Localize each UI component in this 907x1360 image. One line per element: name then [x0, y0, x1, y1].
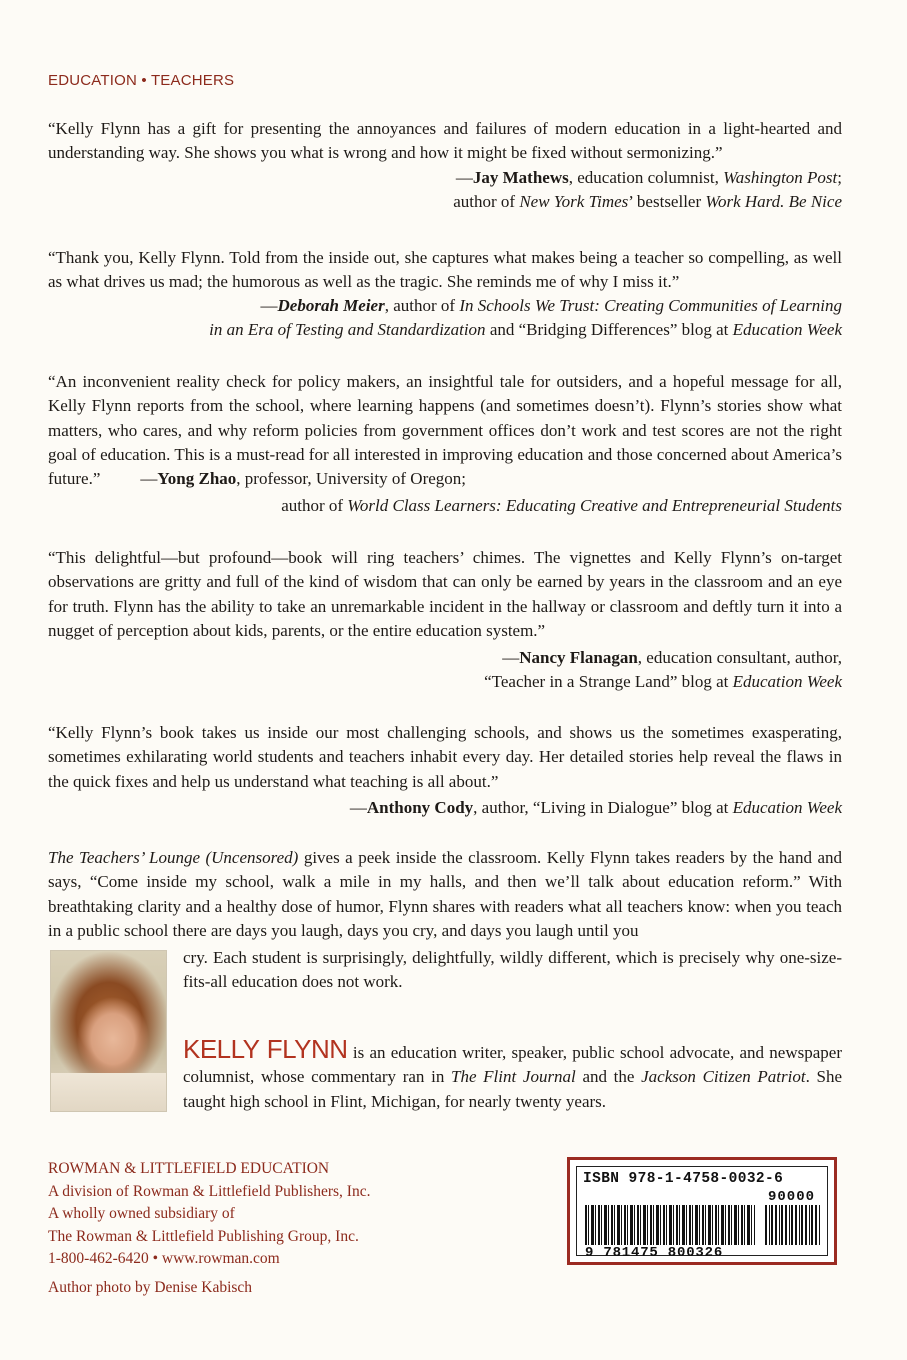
quote-2-attribution: —Deborah Meier, author of In Schools We Trust: Creating Communities of Learning in an Era of Testing and Standardization and “Bridging Differences” blog at Education Week — [209, 296, 842, 340]
publisher-line: The Rowman & Littlefield Publishing Group, Inc. — [48, 1227, 359, 1245]
publisher-block — [48, 1158, 468, 1271]
isbn-label: ISBN 978-1-4758-0032-6 — [583, 1171, 784, 1187]
quote-4-text: “This delightful—but profound—book will ring teachers’ chimes. The vignettes and Kelly Flynn’s on-target observations are gritty and full of the kind of wisdom that can only be earned by years in the classroom and an eye for truth. Flynn has the ability to take an unremarkable incident in the hallway or classroom and deftly turn it into a nugget of perception about kids, parents, or the entire education system.” — [48, 548, 842, 640]
price-code: 90000 — [767, 1189, 815, 1205]
quote-1-text: “Kelly Flynn has a gift for presenting the annoyances and failures of modern education in a light-hearted and understanding way. She shows you what is wrong and how it might be fixed without sermonizing.” — [48, 119, 842, 163]
publisher-line: ROWMAN & LITTLEFIELD EDUCATION — [48, 1160, 330, 1177]
barcode-main — [585, 1205, 755, 1245]
author-name: KELLY FLYNN — [183, 1034, 348, 1064]
quote-3-attribution: author of World Class Learners: Educating Creative and Entrepreneurial Students — [281, 496, 842, 515]
quote-1-attribution: —Jay Mathews, education columnist, Washington Post; author of New York Times’ bestseller Work Hard. Be Nice — [453, 168, 842, 212]
isbn-barcode-box — [567, 1157, 837, 1265]
quote-3-text: “An inconvenient reality check for policy makers, an insightful tale for outsiders, and a hopeful message for all, Kelly Flynn reports from the school, where learning happens (and sometimes doesn’t). Flynn’s stories show what matters, who cares, and why reform policies from government offices don’t work and test scores are not the right goal of education. This is a must-read for all interested in improving education and those concerned about America’s future.” —Yong Zhao, professor, University of Oregon; — [48, 372, 842, 489]
author-photo — [50, 950, 167, 1112]
quote-2-text: “Thank you, Kelly Flynn. Told from the inside out, she captures what makes being a teacher so compelling, as well as what drives us mad; the humorous as well as the tragic. She reminds me of why I miss it.” — [48, 248, 842, 292]
quote-5-text: “Kelly Flynn’s book takes us inside our most challenging schools, and shows us the sometimes exasperating, sometimes exhilarating world students and teachers inhabit every day. Her detailed stories help reveal the flaws in the quick fixes and help us understand what teaching is all about.” — [48, 723, 842, 791]
barcode-addon — [765, 1205, 821, 1245]
publisher-line: A wholly owned subsidiary of — [48, 1205, 235, 1222]
author-bio: KELLY FLYNN is an education writer, speaker, public school advocate, and newspaper columnist, whose commentary ran in The Flint Journal and the Jackson Citizen Patriot. She taught high school in Flint, Michigan, for nearly twenty years. — [183, 1034, 842, 1111]
book-summary-continued: cry. Each student is surprisingly, delightfully, wildly different, which is precisely why one-size-fits-all education does not work. — [183, 948, 842, 992]
quote-5-attribution: —Anthony Cody, author, “Living in Dialogue” blog at Education Week — [349, 798, 842, 817]
quote-4-attribution: —Nancy Flanagan, education consultant, author, “Teacher in a Strange Land” blog at Education Week — [484, 648, 842, 692]
publisher-line: A division of Rowman & Littlefield Publishers, Inc. — [48, 1182, 371, 1200]
publisher-line: 1-800-462-6420 • www.rowman.com — [48, 1250, 280, 1267]
photo-credit: Author photo by Denise Kabisch — [48, 1279, 253, 1296]
quote-3-attribution-inline: —Yong Zhao, professor, University of Oregon; — [140, 469, 466, 489]
barcode-digits: 9 781475 800326 — [585, 1245, 724, 1261]
category-label: EDUCATION • TEACHERS — [48, 72, 235, 89]
book-summary: The Teachers’ Lounge (Uncensored) gives a peek inside the classroom. Kelly Flynn takes readers by the hand and says, “Come inside my school, walk a mile in my halls, and then we’ll talk about education reform.” With breathtaking clarity and a healthy dose of humor, Flynn shares with readers what all teachers know: when you teach in a public school there are days you laugh, days you cry, and days you laugh until you — [48, 848, 842, 940]
